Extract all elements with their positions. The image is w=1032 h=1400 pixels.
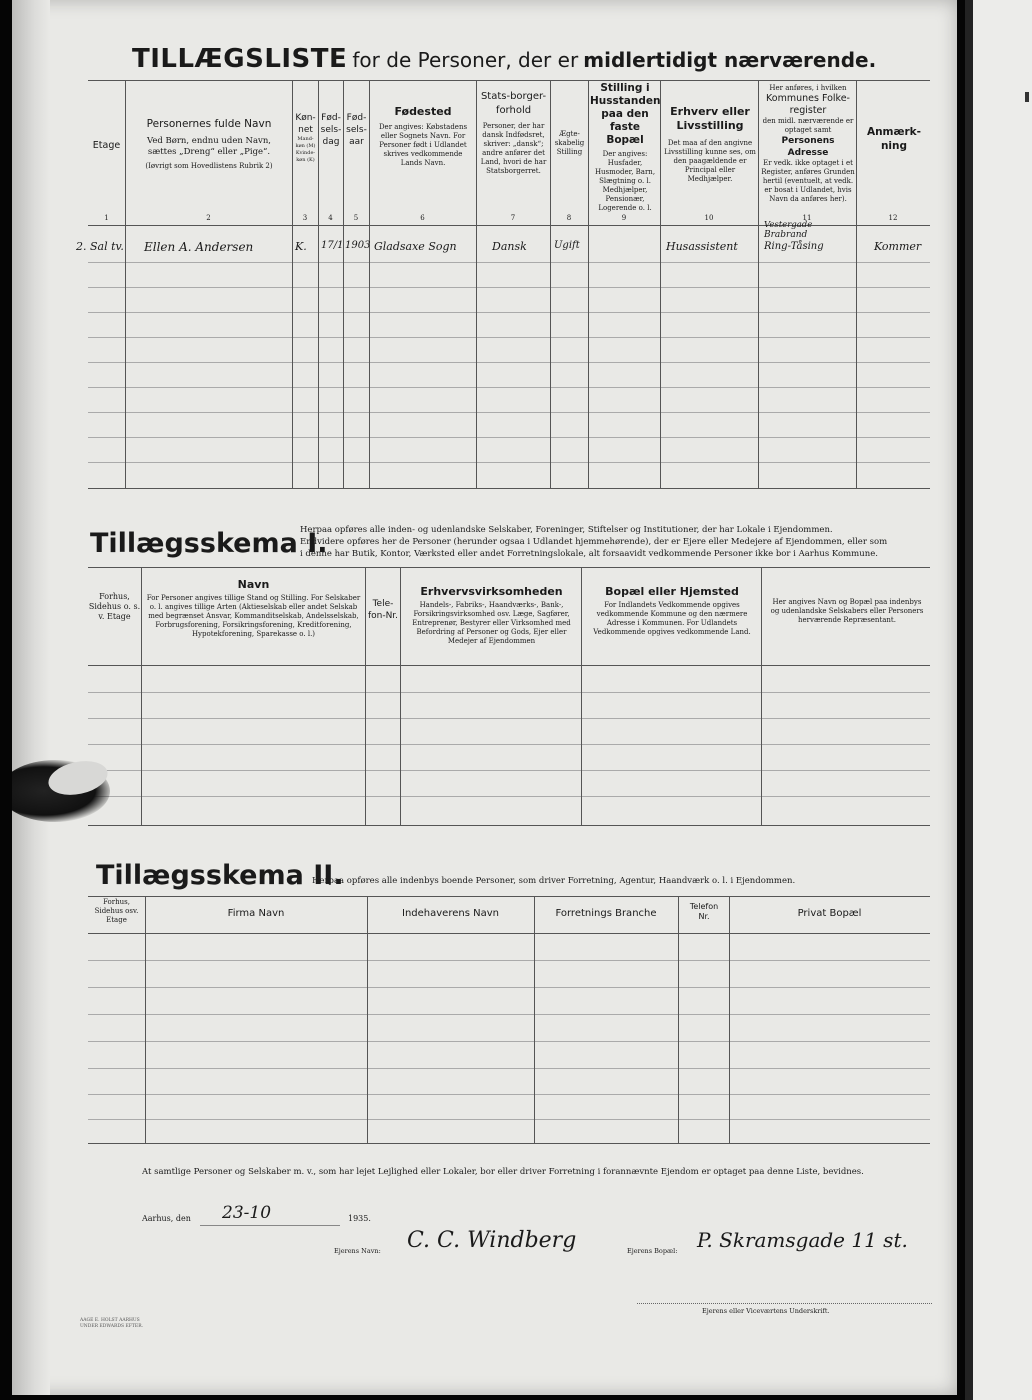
col-aegte-header: Ægte-skabelig Stilling [554,130,585,156]
owner-address-label: Ejerens Bopæl: [627,1247,678,1255]
col-stats-header: Stats-borger-forhold Personer, der har dansk Indfødsret, skriver: „dansk“; andre anfører det Land, hvori de har Statsborgerret. [480,91,547,175]
row-aegte: Ugift [554,240,580,251]
row-register-3: Ring-Tåsing [764,241,824,252]
row-koen: K. [295,240,307,253]
col-num-8: 8 [566,214,572,222]
attestation-text: At samtlige Personer og Selskaber m. v., som har lejet Lejlighed eller Lokaler, bor eller driver Forretning i forannævnte Ejendom er optaget paa denne Liste, bevidnes. [142,1167,864,1177]
title-middle: for de Personer, der er [352,48,579,72]
skema1-col-navn: Navn For Personer angives tillige Stand og Stilling. For Selskaber o. l. angives tillige Arten (Aktieselskab eller andet Selskab med begrænset Ansvar, Kommanditselskab, Andelsselskab, Forbrugsforening, Forsikringsforening, Kreditforening, Hypotekforening, Sparekasse o. l.) [146,578,361,638]
skema2-col-telefon: Telefon Nr. [689,902,719,921]
col-aar-header: Fød-sels-aar [346,113,367,147]
form-title [132,44,876,74]
title-end: midlertidigt nærværende. [583,48,877,72]
col-anm-header: Anmærk-ning [866,126,922,152]
skema2-col-bopael: Privat Bopæl [797,908,862,919]
col-num-10: 10 [704,214,714,222]
owner-address-value: P. Skramsgade 11 st. [697,1228,908,1252]
row-stats: Dansk [492,240,527,253]
skema1-col-etage: Forhus, Sidehus o. s. v. Etage [88,592,141,621]
col-etage-header: Etage [92,140,121,151]
col-register-header: Her anføres, i hvilken Kommunes Folke-register den midl. nærværende er optaget samt Personens Adresse Er vedk. ikke optaget i et Register, anføres Grunden hertil (eventuelt, at vedk. er bosat i Udlandet, hvis Navn da anføres her). [761,84,855,203]
skema2-title: Tillægsskema II. [96,860,344,891]
skema1-col-telefon: Tele-fon-Nr. [367,599,399,621]
skema1-col-bopael: Bopæl eller Hjemsted For Indlandets Vedkommende opgives vedkommende Kommune og den nærmere Adresse i Kommunen. For Udlandets Vedkommende opgives vedkommende Land. [593,585,751,636]
row-anm: Kommer [874,240,922,253]
skema1-col-erhverv: Erhvervsvirksomheden Handels-, Fabriks-, Haandværks-, Bank-, Forsikringsvirksomhed osv. Læge, Sagfører, Entreprenør, Bestyrer eller Virksomhed med Befordring af Personer og Gods, Ejer eller Medejer af Ejendommen [412,585,571,645]
col-num-5: 5 [353,214,359,222]
col-num-2: 2 [206,214,211,222]
col-erhverv-header: Erhverv eller Livsstilling Det maa af den angivne Livsstilling kunne ses, om den paagældende er Principal eller Medhjælper. [664,105,756,183]
adjacent-page-edge [965,0,1032,1400]
col-num-12: 12 [888,214,898,222]
row-aar: 1903 [345,240,371,251]
row-foedested: Gladsaxe Sogn [374,240,457,253]
date-value: 23-10 [222,1203,272,1223]
printer-imprint: AAGE E. HOLST AARHUS UNDER EDWARDS EFTER. [80,1318,144,1329]
row-erhverv: Husassistent [666,240,738,253]
skema2-col-firma: Firma Navn [227,908,285,919]
skema2-col-indehaver: Indehaverens Navn [402,908,499,919]
skema1-col-repraesentant: Her angives Navn og Bopæl paa indenbys og udenlandske Selskabers eller Personers herværende Repræsentant. [770,598,924,624]
skema2-col-etage: Forhus, Sidehus osv. Etage [94,898,139,924]
col-num-6: 6 [420,214,425,222]
col-koen-header: Køn-net Mand-køn (M) Kvinde-køn (K) [295,113,316,163]
row-register-1: Vestergade [764,220,813,230]
row-register-2: Brabrand [764,230,808,240]
skema2-col-branche: Forretnings Branche [555,908,657,919]
signature-label: Ejerens eller Viceværtens Underskrift. [702,1307,830,1315]
col-navn-header: Personernes fulde Navn Ved Børn, endnu uden Navn, sættes „Dreng“ eller „Pige“. (Iøvrigt som Hovedlistens Rubrik 2) [145,118,273,170]
col-num-7: 7 [510,214,516,222]
row-navn: Ellen A. Andersen [144,240,254,254]
col-dag-header: Fød-sels-dag [320,113,342,147]
census-form-page [12,0,957,1395]
year-value: 1935. [348,1214,371,1223]
col-num-4: 4 [328,214,333,222]
owner-name-label: Ejerens Navn: [334,1247,381,1255]
col-stilling-header: Stilling i Husstanden paa den faste Bopæl Der angives: Husfader, Husmoder, Barn, Slægtning o. l. Medhjælper, Pensionær, Logerende o. l. [590,82,660,212]
city-label: Aarhus, den [142,1214,191,1223]
col-foedested-header: Fødested Der angives: Købstadens eller Sognets Navn. For Personer født i Udlandet skrives vedkommende Lands Navn. [378,105,468,167]
skema1-description: Herpaa opføres alle inden- og udenlandske Selskaber, Foreninger, Stiftelser og Institutioner, der har Lokale i Ejendommen. Endvidere opføres her de Personer (herunder ogsaa i Udlandet hjemmehørende), der er Ejere eller Medejere af Ejendommen, eller som i denne har Butik, Kontor, Værksted eller andet Forretningslokale, alt forsaavidt vedkommende Personer ikke bor i Aarhus Kommune. [300,525,888,559]
skema2-description: Herpaa opføres alle indenbys boende Personer, som driver Forretning, Agentur, Haandværk o. l. i Ejendommen. [312,876,796,886]
col-num-9: 9 [621,214,627,222]
col-num-11: 11 [802,214,812,222]
skema1-title: Tillægsskema I. [90,528,328,559]
owner-signature: C. C. Windberg [407,1228,577,1253]
title-main: TILLÆGSLISTE [132,44,348,74]
row-dag: 17/1 [321,240,344,251]
col-num-3: 3 [302,214,308,222]
row-etage: 2. Sal tv. [76,240,124,253]
col-num-1: 1 [104,214,109,222]
